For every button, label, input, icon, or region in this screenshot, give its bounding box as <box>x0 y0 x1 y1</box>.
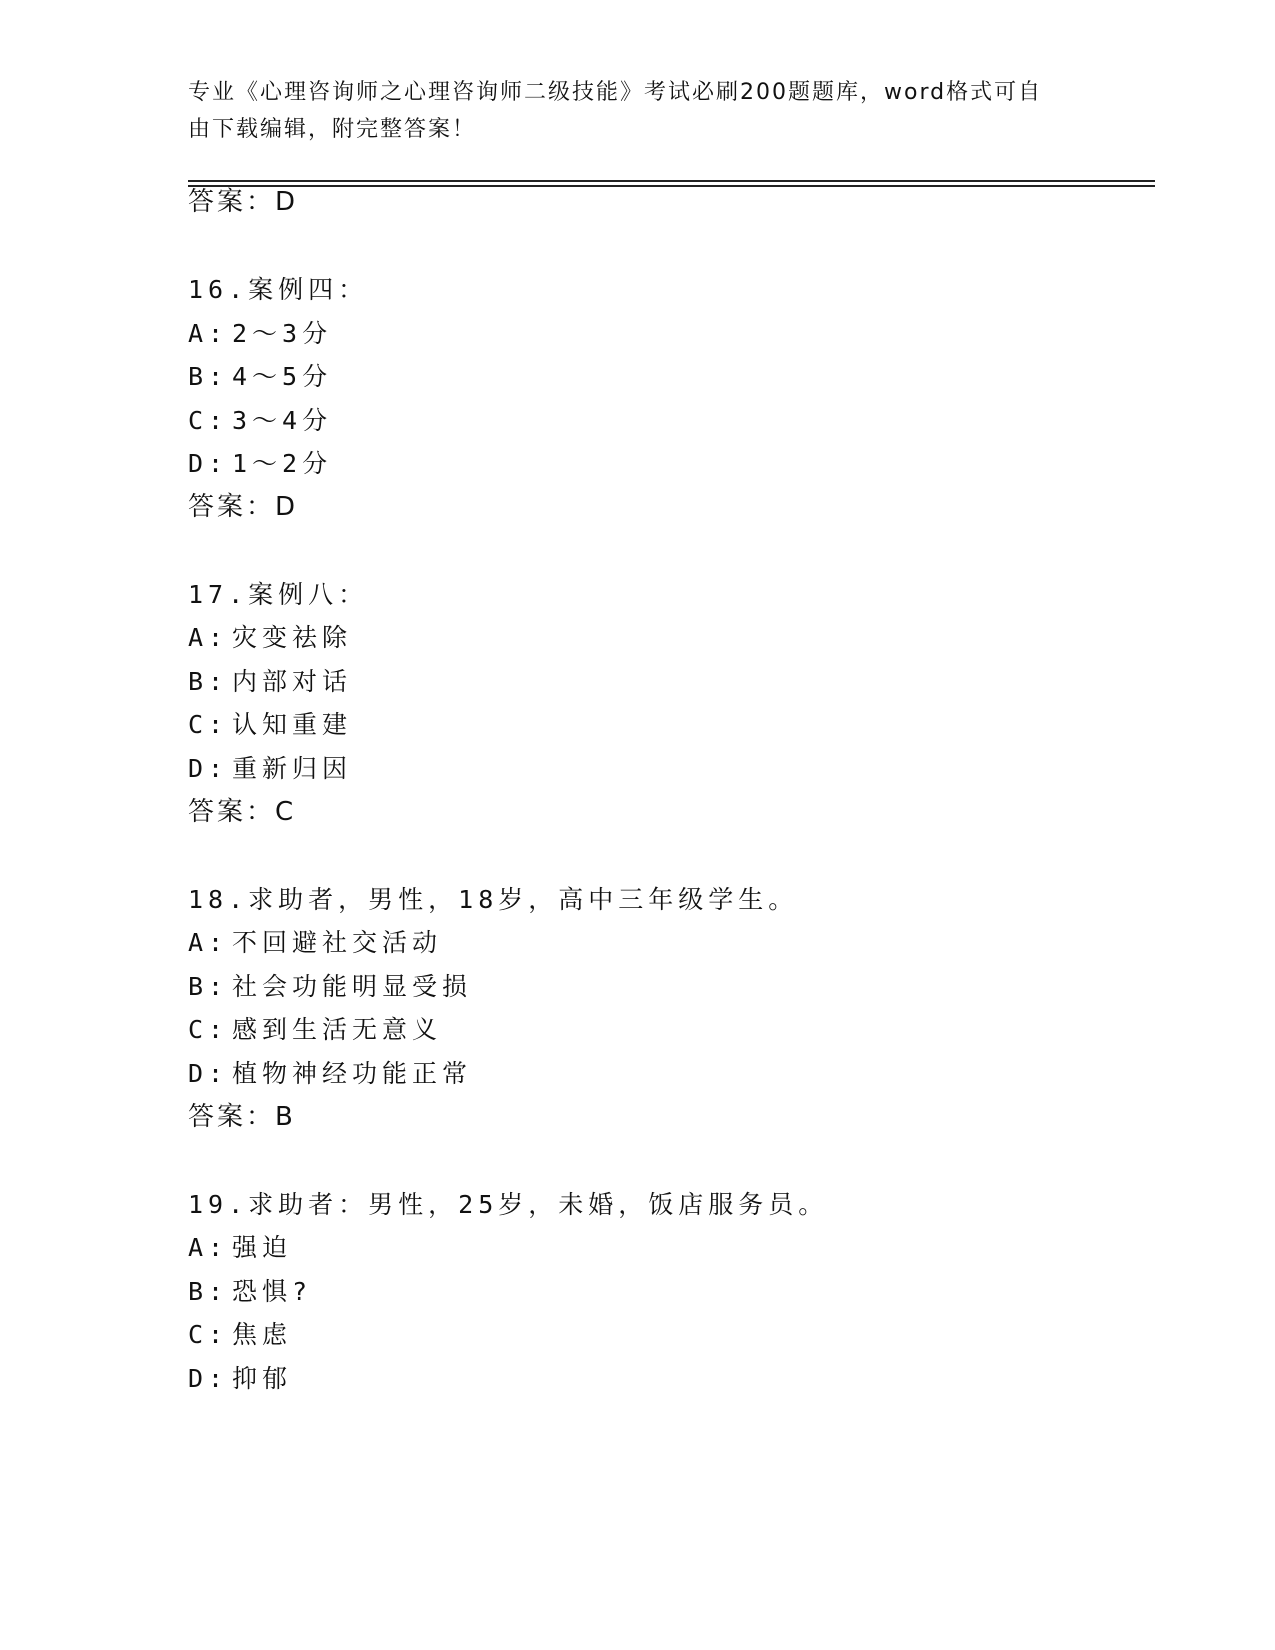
option-letter: B: <box>188 972 229 1001</box>
option-letter: A: <box>188 1233 229 1262</box>
option-letter: C: <box>188 1015 229 1044</box>
question-stem: 17.案例八： <box>188 580 369 609</box>
option-text: 4～5分 <box>232 362 333 391</box>
option-letter: C: <box>188 406 229 435</box>
option-line <box>188 1015 442 1045</box>
option-line <box>188 1277 312 1307</box>
option-line <box>188 362 332 392</box>
option-text: 焦虑 <box>232 1320 293 1349</box>
document-header <box>188 74 1068 148</box>
option-text: 认知重建 <box>232 710 353 739</box>
header-rule-top <box>188 180 1155 182</box>
option-letter: D: <box>188 754 229 783</box>
option-text: 内部对话 <box>232 667 353 696</box>
answer-line: 答案：C <box>188 797 297 827</box>
answer-line: 答案：B <box>188 1102 296 1132</box>
option-letter: D: <box>188 449 229 478</box>
option-text: 植物神经功能正常 <box>232 1059 473 1088</box>
option-text: 不回避社交活动 <box>232 928 443 957</box>
option-line <box>188 1059 472 1089</box>
question-stem: 18.求助者，男性，18岁，高中三年级学生。 <box>188 885 799 914</box>
option-line <box>188 319 332 349</box>
option-text: 灾变祛除 <box>232 623 353 652</box>
option-text: 感到生活无意义 <box>232 1015 443 1044</box>
option-line <box>188 623 352 653</box>
option-letter: C: <box>188 1320 229 1349</box>
option-text: 恐惧? <box>232 1277 313 1306</box>
option-line <box>188 1233 292 1263</box>
option-line <box>188 928 442 958</box>
option-line <box>188 710 352 740</box>
option-letter: B: <box>188 1277 229 1306</box>
option-line <box>188 754 352 784</box>
header-line-1: 专业《心理咨询师之心理咨询师二级技能》考试必刷200题题库，word格式可自 <box>188 80 1043 105</box>
option-letter: A: <box>188 623 229 652</box>
option-text: 1～2分 <box>232 449 333 478</box>
question-stem: 19.求助者：男性，25岁，未婚，饭店服务员。 <box>188 1190 829 1219</box>
option-line <box>188 406 332 436</box>
option-line <box>188 667 352 697</box>
option-letter: B: <box>188 362 229 391</box>
header-rule-bottom <box>188 185 1155 187</box>
option-letter: D: <box>188 1059 229 1088</box>
option-text: 抑郁 <box>232 1364 293 1393</box>
answer-line: 答案：D <box>188 492 299 522</box>
header-line-2: 由下载编辑，附完整答案！ <box>188 117 477 142</box>
option-letter: A: <box>188 928 229 957</box>
option-text: 强迫 <box>232 1233 293 1262</box>
question-stem: 16.案例四： <box>188 275 369 304</box>
option-line <box>188 1364 292 1394</box>
option-letter: C: <box>188 710 229 739</box>
option-text: 2～3分 <box>232 319 333 348</box>
option-line <box>188 972 472 1002</box>
option-text: 社会功能明显受损 <box>232 972 473 1001</box>
option-letter: B: <box>188 667 229 696</box>
option-letter: D: <box>188 1364 229 1393</box>
option-line <box>188 449 332 479</box>
option-line <box>188 1320 292 1350</box>
answer-line: 答案：D <box>188 187 299 217</box>
option-letter: A: <box>188 319 229 348</box>
option-text: 3～4分 <box>232 406 333 435</box>
option-text: 重新归因 <box>232 754 353 783</box>
